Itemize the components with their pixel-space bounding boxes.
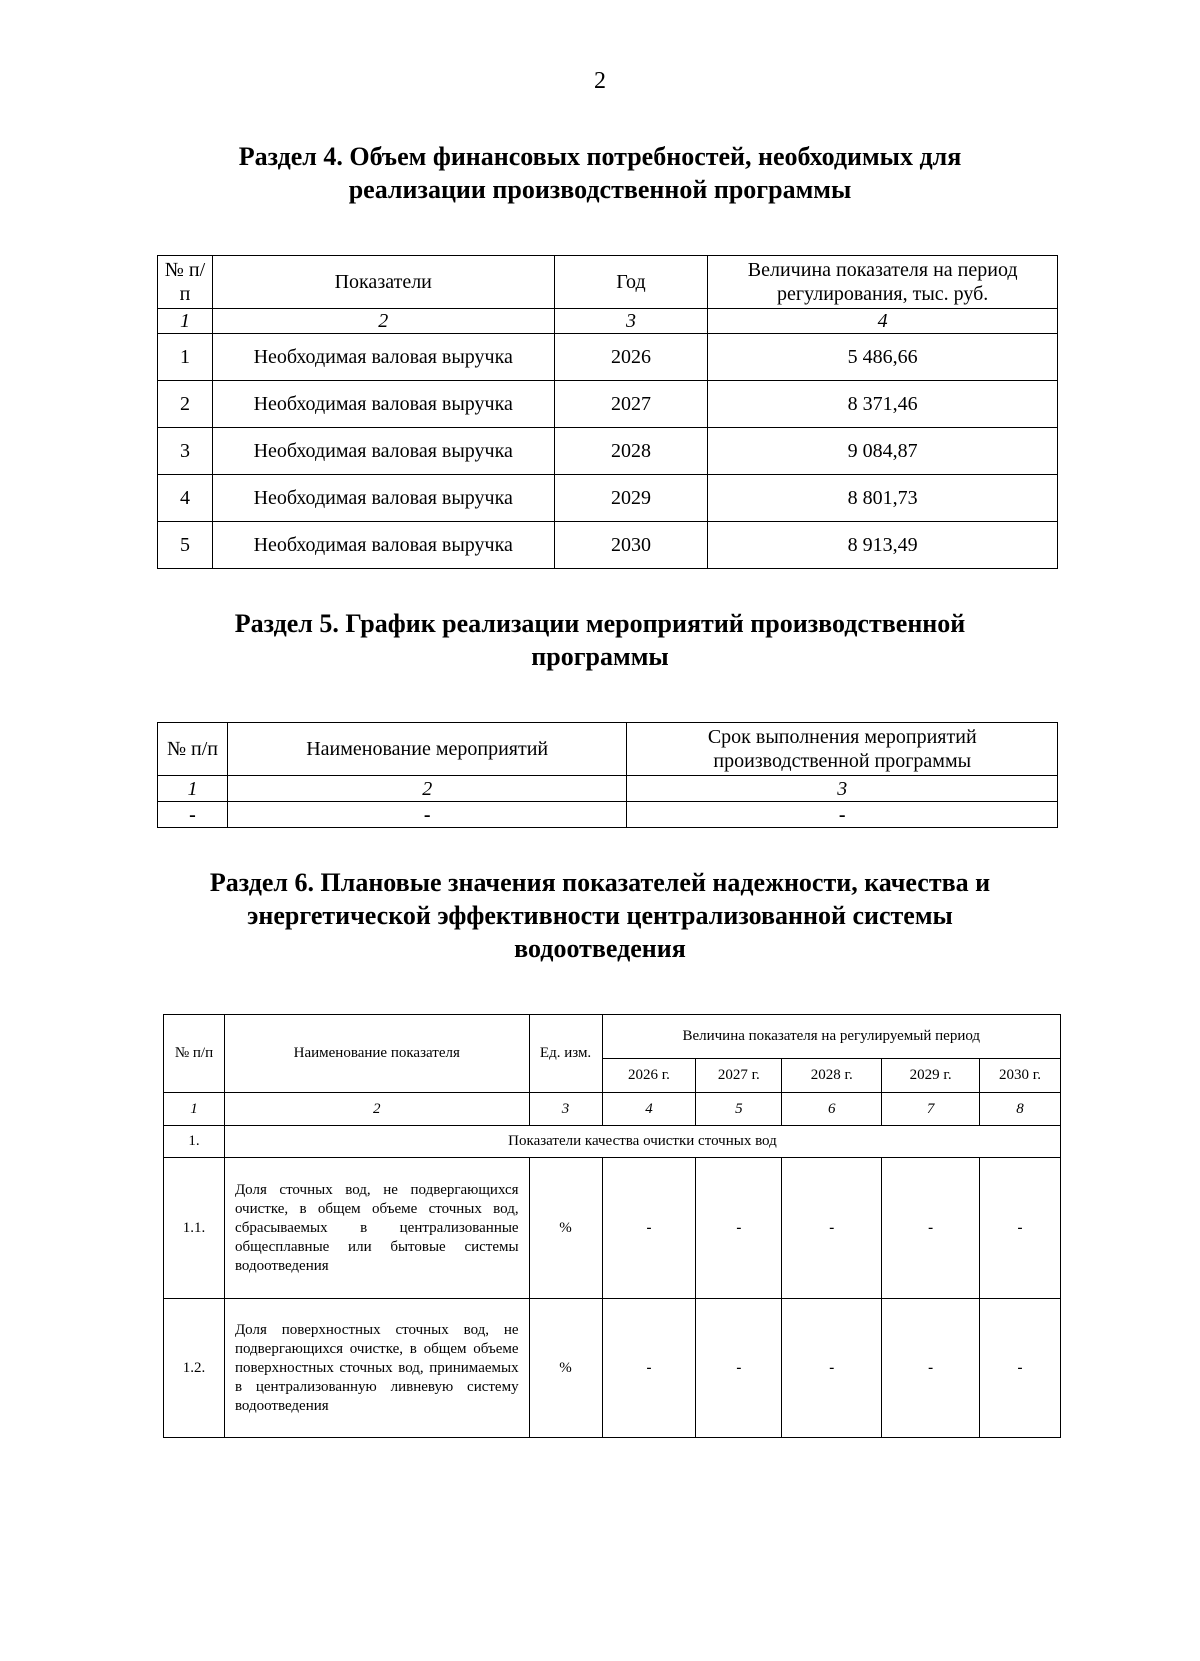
header-num: № п/п	[158, 723, 228, 776]
col-number: 7	[882, 1093, 980, 1126]
row-value: -	[782, 1158, 882, 1299]
header-year: 2028 г.	[782, 1059, 882, 1093]
row-num: 2	[158, 381, 213, 428]
row-num: 4	[158, 475, 213, 522]
row-num: 3	[158, 428, 213, 475]
row-year: 2026	[554, 334, 708, 381]
row-value: 9 084,87	[708, 428, 1058, 475]
row-name: Необходимая валовая выручка	[212, 334, 554, 381]
column-numbers-row	[164, 1093, 1061, 1126]
col-number: 3	[554, 309, 708, 334]
group-num: 1.	[164, 1126, 225, 1158]
section4-title	[150, 140, 1050, 206]
column-numbers-row	[158, 309, 1058, 334]
section4-table	[157, 255, 1058, 569]
col-number: 2	[227, 776, 627, 802]
row-unit: %	[529, 1158, 602, 1299]
section6-title-line2: энергетической эффективности централизованной системы	[247, 901, 953, 930]
col-number: 3	[529, 1093, 602, 1126]
row-name: Необходимая валовая выручка	[212, 381, 554, 428]
row-name: Необходимая валовая выручка	[212, 428, 554, 475]
header-term: Срок выполнения мероприятий производственной программы	[627, 723, 1058, 776]
header-year: 2029 г.	[882, 1059, 980, 1093]
row-value: -	[882, 1158, 980, 1299]
row-value: 8 801,73	[708, 475, 1058, 522]
row-num: 1	[158, 334, 213, 381]
row-num: 5	[158, 522, 213, 569]
header-year: 2030 г.	[980, 1059, 1061, 1093]
col-number: 2	[224, 1093, 529, 1126]
page-number: 2	[594, 68, 606, 94]
row-value: -	[980, 1299, 1061, 1438]
header-num: № п/п	[158, 256, 213, 309]
header-indicator: Показатели	[212, 256, 554, 309]
header-unit: Ед. изм.	[529, 1015, 602, 1093]
section6-title-line3: водоотведения	[514, 934, 686, 963]
row-value: -	[882, 1299, 980, 1438]
row-num: 1.1.	[164, 1158, 225, 1299]
section5-title	[150, 607, 1050, 673]
table-row	[158, 475, 1058, 522]
section6-title	[150, 866, 1050, 965]
table-header-row	[158, 256, 1058, 309]
row-value: -	[782, 1299, 882, 1438]
table-header-row	[164, 1015, 1061, 1059]
table-row	[164, 1299, 1061, 1438]
col-number: 1	[158, 776, 228, 802]
col-number: 8	[980, 1093, 1061, 1126]
section4-title-line1: Раздел 4. Объем финансовых потребностей, необходимых для	[238, 142, 962, 171]
header-num: № п/п	[164, 1015, 225, 1093]
header-name: Наименование показателя	[224, 1015, 529, 1093]
table-row	[158, 522, 1058, 569]
row-name: -	[227, 802, 627, 828]
section6-title-line1: Раздел 6. Плановые значения показателей надежности, качества и	[209, 868, 991, 897]
col-number: 4	[602, 1093, 696, 1126]
row-name: Необходимая валовая выручка	[212, 475, 554, 522]
col-number: 1	[158, 309, 213, 334]
section4-title-line2: реализации производственной программы	[348, 175, 852, 204]
row-value: 8 913,49	[708, 522, 1058, 569]
row-value: 5 486,66	[708, 334, 1058, 381]
row-unit: %	[529, 1299, 602, 1438]
table-row	[158, 381, 1058, 428]
row-num: 1.2.	[164, 1299, 225, 1438]
col-number: 6	[782, 1093, 882, 1126]
col-number: 4	[708, 309, 1058, 334]
col-number: 2	[212, 309, 554, 334]
row-num: -	[158, 802, 228, 828]
row-value: -	[602, 1158, 696, 1299]
header-year: Год	[554, 256, 708, 309]
group-row	[164, 1126, 1061, 1158]
header-year: 2026 г.	[602, 1059, 696, 1093]
row-value: 8 371,46	[708, 381, 1058, 428]
row-year: 2029	[554, 475, 708, 522]
section5-title-line1: Раздел 5. График реализации мероприятий производственной	[234, 609, 966, 638]
row-name: Доля поверхностных сточных вод, не подвергающихся очистке, в общем объеме поверхностных сточных вод, принимаемых в централизованную ливневую систему водоотведения	[224, 1299, 529, 1438]
row-name: Доля сточных вод, не подвергающихся очистке, в общем объеме сточных вод, сбрасываемых в централизованные общесплавные или бытовые системы водоотведения	[224, 1158, 529, 1299]
row-value: -	[602, 1299, 696, 1438]
header-name: Наименование мероприятий	[227, 723, 627, 776]
header-year: 2027 г.	[696, 1059, 782, 1093]
table-row	[158, 802, 1058, 828]
header-value: Величина показателя на период регулирования, тыс. руб.	[708, 256, 1058, 309]
row-year: 2028	[554, 428, 708, 475]
col-number: 1	[164, 1093, 225, 1126]
section6-table	[163, 1014, 1061, 1438]
row-name: Необходимая валовая выручка	[212, 522, 554, 569]
section5-table	[157, 722, 1058, 828]
row-year: 2030	[554, 522, 708, 569]
row-value: -	[980, 1158, 1061, 1299]
table-row	[158, 334, 1058, 381]
section5-title-line2: программы	[531, 642, 669, 671]
header-period: Величина показателя на регулируемый период	[602, 1015, 1060, 1059]
row-term: -	[627, 802, 1058, 828]
table-row	[164, 1158, 1061, 1299]
table-header-row	[158, 723, 1058, 776]
col-number: 5	[696, 1093, 782, 1126]
table-row	[158, 428, 1058, 475]
column-numbers-row	[158, 776, 1058, 802]
group-name: Показатели качества очистки сточных вод	[224, 1126, 1060, 1158]
row-year: 2027	[554, 381, 708, 428]
row-value: -	[696, 1299, 782, 1438]
col-number: 3	[627, 776, 1058, 802]
row-value: -	[696, 1158, 782, 1299]
